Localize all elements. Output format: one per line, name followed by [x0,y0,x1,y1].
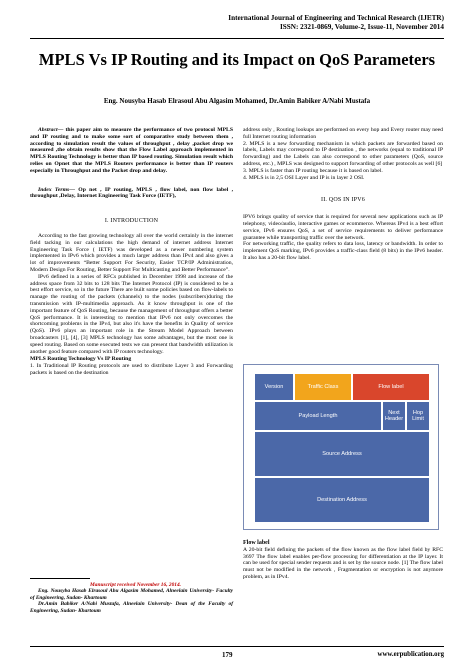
publisher-url[interactable]: www.erpublication.org [377,651,444,658]
right-column-top [243,127,443,262]
mpls-paragraph-1-cont: address only , Routing lookups are performed on every hop and Every router may need full Internet routing information [243,127,443,140]
mpls-paragraph-1: 1. In Traditional IP Routing protocols are used to distribute Layer 3 and Forwarding packets is based on the destination [30,363,233,376]
field-payload-length: Payload Length [254,401,382,431]
index-terms-text: — Op net , IP routing, MPLS , flow label, non flow label , throughput ,Delay, Internet Engineering Task Force (IETF), [30,186,233,200]
paper-authors: Eng. Nousyba Hasab Elrasoul Abu Algasim Mohamed, Dr.Amin Babiker A/Nabi Mustafa [103,97,371,105]
field-flow-label: Flow label [352,373,430,401]
field-hop-limit: Hop Limit [406,401,430,431]
list-item: 2. MPLS is a new forwarding mechanism in which packets are forwarded based on labels, Labels may correspond to IP destination , the networks (equal to traditional IP forwarding) and the Labels can also correspond to other parameters (QoS, source address, etc.) , MPLS was designed to support forwarding of other protocols as well [6] [243,140,443,167]
index-terms-lead: Index Terms [38,186,70,193]
abstract [30,127,233,175]
intro-heading: I. INTRODUCTION [104,218,159,225]
manuscript-received: Manuscript received November 16, 2014. [89,582,182,588]
manuscript-author-2: Dr.Amin Babiker A/Nabi Mustafa, Alneelain University- Dean of the Faculty of Engineering, Sudan- Khartoum [30,601,233,614]
journal-issn: ISSN: 2321-0869, Volume-2, Issue-11, November 2014 [280,22,444,31]
header-rule [30,38,444,39]
intro-paragraph-2: IPv6 defined in a series of RFCs published in December 1998 and increase of the address space from 32 bits to 128 bits The Internet Protocol (IP) is considered to be a best effort service, so in the future There are built some policies based on flow-labels to manage the routing of the packets (channels) to the nodes (subscribers)during the transmission with IP-multimedia approach. As it know throughput is one of the important feature of QoS Routing, because the management of throughput offers a better QoS performance. It is interesting to mention that IPv6 not only overcomes the shortcoming problems in the IPv4, but also it's have the benefits in Quality of service (QoS). IPv6 plays an important role in the Stream Model Approach between broadcasters [1], [4], [3] MPLS technology has some advantages, but the most one is speed routing. Based on some executed tests we can present that bandwidth utilization is another good feature compared with IP routers technology. [30,273,233,355]
field-version: Version [254,373,294,401]
footer-rule [30,646,444,647]
manuscript-author-1: Eng. Nousyba Hasab Elrasoul Abu Algasim Mohamed, Alneelain University- Faculty of Engineering, Sudan- Khartoum [30,588,233,601]
intro-paragraph-1: According to the fast growing technology all over the world certainly in the internet field tacking in our calculations the high demand of internet address Internet Engineering Task Force ( IETF) was developed as a newer numbering system implemented in IPv6 which provides a much larger address than IPv4 and also gives a lot of improvements “Better Support For Security, Easier TCP/IP Administration, Modern Design For Routing, Better Support For Multicasting and Better Performance”. [30,232,233,273]
abstract-lead: Abstract [38,127,58,133]
journal-name: International Journal of Engineering and Technical Research (IJETR) [228,14,444,22]
qos-paragraph-2: For networking traffic, the quality refers to data loss, latency or bandwidth. In order to implement QoS marking, IPv6 provides a traffic-class field (8 bits) in the IPv6 header. It also has a 20-bit flow label. [243,241,443,261]
list-item: 3. MPLS is faster than IP routing because it is based on label. [243,167,383,174]
list-item: 4. MPLS is in 2,5 OSI Layer and IP is in layer 2 OSI. [243,174,365,181]
flow-label-paragraph: A 20-bit field defining the packets of the flow known as the flow label field by RFC 3697 The flow label enables per-flow processing for differentiation at the IP layer. It can be used for special sender requests and is set by the source node. [1] The flow label must not be modified in the network , Fragmentation or encryption is not anymore problem, as in IPv4. [243,546,443,580]
left-column [30,127,233,377]
right-column-bottom [243,540,443,581]
index-terms [30,187,233,201]
page-number: 179 [222,651,233,659]
mpls-heading: MPLS Routing Technology Vs IP Routing [30,356,132,363]
footnote-rule [30,578,90,579]
field-source-address: Source Address [254,431,430,477]
field-next-header: Next Header [382,401,406,431]
ipv6-header-diagram [243,364,439,530]
field-traffic-class: Traffic Class [294,373,352,401]
paper-title: MPLS Vs IP Routing and its Impact on QoS Parameters [38,50,436,69]
manuscript-note [30,582,233,614]
mpls-list [243,141,443,182]
field-destination-address: Destination Address [254,477,430,523]
flow-label-heading: Flow label [243,540,270,546]
journal-header [228,14,444,31]
qos-paragraph-1: IPV6 brings quality of service that is required for several new applications such as IP telephony, video/audio, interactive games or ecommerce. Whereas IPv4 is a best effort service, IPv6 ensures QoS, a set of service requirements to deliver performance guarantee while transporting traffic over the network. [243,214,443,241]
qos-heading: II. QOS IN IPV6 [321,197,365,204]
abstract-text: — this paper aim to measure the performance of two protocol MPLS and IP routing and to make some sort of comparative study between them , according to simulation result the values of throughput , delay ,packet drop we measured ,the obtain results show that the Flow Label approach implemented in MPLS Routing Technology is better than IP based routing. Simulation result which relies on Opnet that the MPLS Routers performance is better than IP routers especially in Throughput and the Packet drop and delay. [30,127,233,174]
